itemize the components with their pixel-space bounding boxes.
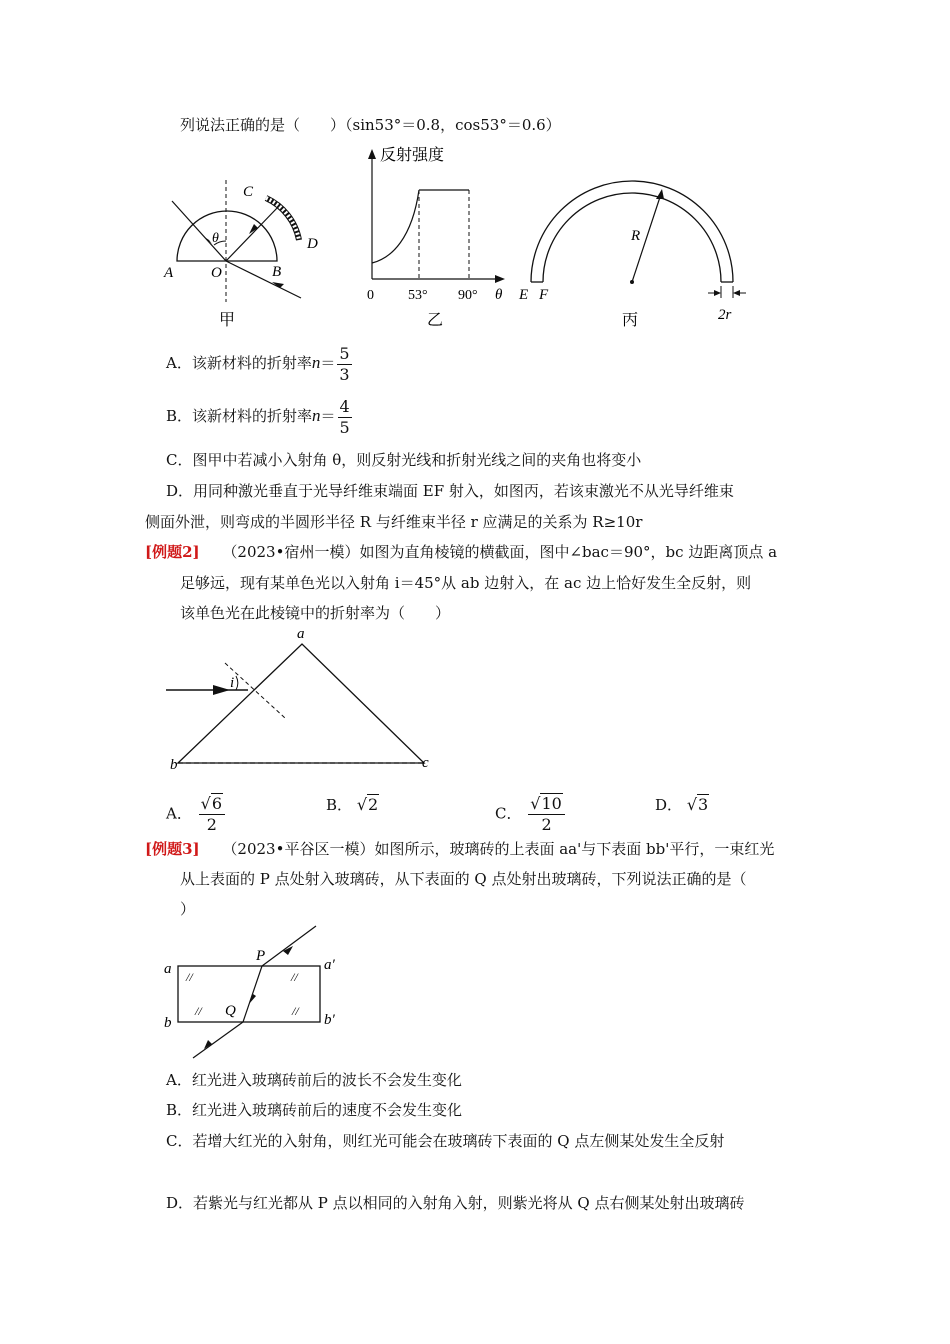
label-2r: 2r: [718, 307, 732, 323]
q1-option-d-line2[interactable]: 侧面外泄，则弯成的半圆形半径 R 与纤维束半径 r 应满足的关系为 R≥10r: [145, 513, 643, 531]
tick-90: 90°: [458, 288, 478, 303]
label-Q: Q: [225, 1003, 236, 1019]
label-C: C: [243, 184, 254, 200]
figure-prism: [160, 622, 440, 772]
label-a: a: [297, 626, 305, 642]
label-A: A: [164, 265, 174, 281]
q2-line2: 足够远，现有某单色光以入射角 i＝45°从 ab 边射入，在 ac 边上恰好发生全反射，则: [180, 574, 752, 592]
q3-tag: [例题3]: [145, 840, 200, 858]
q3-line3: ）: [180, 900, 196, 918]
caption-yi: 乙: [427, 312, 444, 329]
q2-line1: （2023•宿州一模）如图为直角棱镜的横截面，图中∠bac＝90°，bc 边距离顶点 a: [222, 543, 778, 561]
q1-option-d-line1[interactable]: D．用同种激光垂直于光导纤维束端面 EF 射入，如图丙，若该束激光不从光导纤维束: [166, 482, 734, 500]
q1-option-c[interactable]: C．图甲中若减小入射角 θ，则反射光线和折射光线之间的夹角也将变小: [166, 451, 642, 469]
figure-jia: [160, 176, 330, 336]
label-a-prime: a′: [324, 957, 335, 973]
label-a: a: [164, 961, 172, 977]
q3-option-b[interactable]: B．红光进入玻璃砖前后的速度不会发生变化: [166, 1101, 463, 1119]
fraction-4-5: $\frac{4}{5}$: [339, 396, 350, 437]
hatch-mark: //: [291, 970, 298, 984]
label-B: B: [272, 264, 282, 280]
label-R: R: [631, 228, 641, 244]
q3-line1: （2023•平谷区一模）如图所示，玻璃砖的上表面 aa'与下表面 bb'平行，一束红光: [222, 840, 775, 858]
hatch-mark: //: [292, 1004, 299, 1018]
q3-option-a[interactable]: A．红光进入玻璃砖前后的波长不会发生变化: [166, 1071, 462, 1089]
tick-53: 53°: [408, 288, 428, 303]
label-theta: θ: [212, 231, 219, 246]
label-D: D: [307, 236, 318, 252]
hatch-mark: //: [195, 1004, 202, 1018]
label-b-prime: b′: [324, 1012, 335, 1028]
q3-header: [145, 838, 774, 860]
q2-option-d[interactable]: D． √3: [655, 795, 709, 814]
q2-line3: 该单色光在此棱镜中的折射率为（ ）: [180, 604, 451, 622]
yaxis-label: 反射强度: [380, 147, 445, 164]
q1-intro: 列说法正确的是（ ）（sin53°＝0.8，cos53°＝0.6）: [180, 116, 561, 134]
hatch-mark: //: [186, 970, 193, 984]
label-O: O: [211, 265, 222, 281]
fraction-5-3: $\frac{5}{3}$: [339, 343, 350, 384]
q2-tag: [例题2]: [145, 543, 200, 561]
label-F: F: [539, 287, 549, 303]
figure-glass-brick: [160, 920, 360, 1060]
q3-line2: 从上表面的 P 点处射入玻璃砖，从下表面的 Q 点处射出玻璃砖，下列说法正确的是（: [180, 870, 747, 888]
caption-jia: 甲: [219, 312, 236, 329]
tick-zero: 0: [367, 288, 374, 303]
q3-option-c[interactable]: C．若增大红光的入射角，则红光可能会在玻璃砖下表面的 Q 点左侧某处发生全反射: [166, 1132, 725, 1150]
label-P: P: [256, 948, 266, 964]
label-i: i: [230, 675, 235, 691]
q1-option-b[interactable]: B．该新材料的折射率n＝ $\frac{4}{5}$: [166, 396, 350, 437]
caption-bing: 丙: [622, 312, 639, 329]
q2-option-a[interactable]: A． $\frac{√6}{2}$: [166, 794, 225, 835]
q2-option-b[interactable]: B． √2: [326, 795, 379, 814]
q3-option-d[interactable]: D．若紫光与红光都从 P 点以相同的入射角入射，则紫光将从 Q 点右侧某处射出玻璃砖: [166, 1194, 745, 1212]
label-E: E: [519, 287, 529, 303]
figure-yi: [360, 140, 510, 335]
label-b: b: [170, 757, 178, 773]
label-b: b: [164, 1015, 172, 1031]
q2-option-c[interactable]: C． $\frac{√10}{2}$: [495, 794, 565, 835]
xaxis-label: θ: [495, 287, 503, 303]
q1-option-a[interactable]: A．该新材料的折射率n＝ $\frac{5}{3}$: [166, 343, 350, 384]
label-c: c: [422, 755, 429, 771]
figure-bing: [515, 170, 755, 340]
q2-header: [145, 541, 777, 563]
